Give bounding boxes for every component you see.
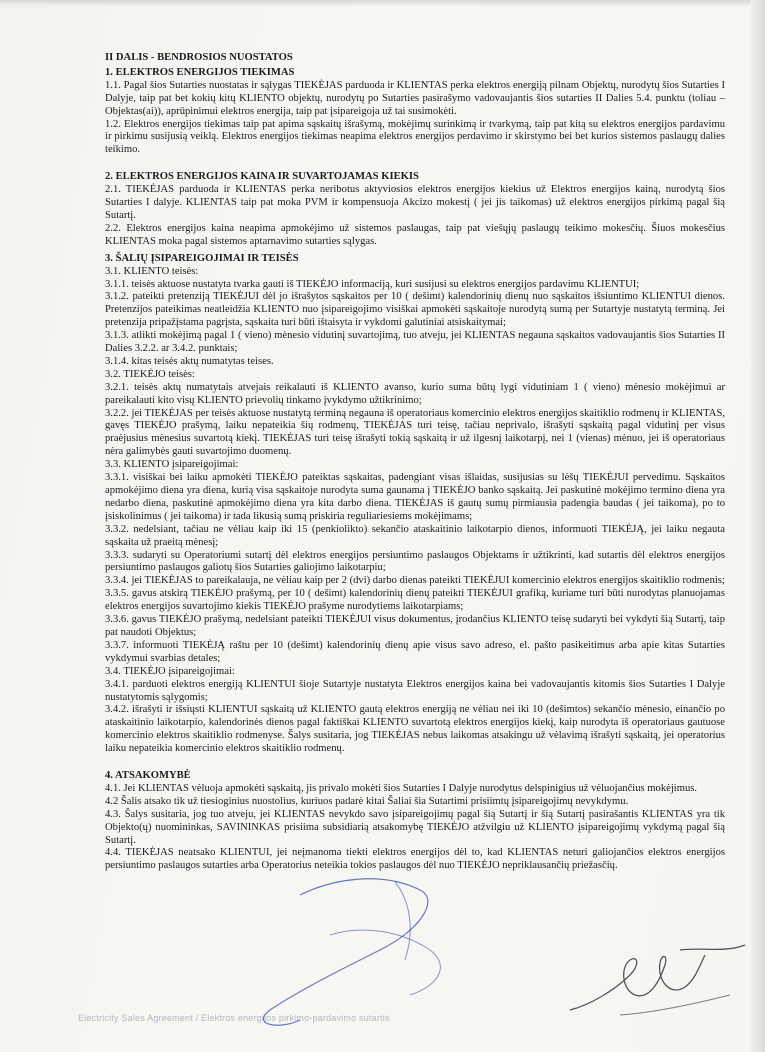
clause: 3.4.2. išrašyti ir išsiųsti KLIENTUI sąskaitą už KLIENTO gautą elektros energiją ne vėliau nei iki 10 (dešimtos) sekančio mėnesio, einančio po ataskaitinio laikotarpio, kalendorinės dienos pagal faktiškai KLIENTO suvartotą elektros energijos kiekį, kaip nurodyta iš operatoriaus gautuose komercinio elektros skaitiklio rodmenyse. Šalys susitaria, jog TIEKĖJAS nebus laikomas atsakingu už vėlavimą išrašyti sąskaitą, jei operatorius laiku nepateikia komercinio elektros skaitiklio rodmenų. <box>105 704 725 755</box>
page-footer: Electricity Sales Agreement / Elektros energijos pirkimo-pardavimo sutartis <box>78 1013 390 1023</box>
clause: 3.4. TIEKĖJO įsipareigojimai: <box>105 665 235 677</box>
clause: 3.3.2. nedelsiant, tačiau ne vėliau kaip iki 15 (penkiolikto) sekančio ataskaitinio laikotarpio dienos, informuoti TIEKĖJĄ, jei laiku negauta sąskaita už praeitą mėnesį; <box>105 523 725 548</box>
clause: 3.1.4. kitas teisės aktų numatytas teises. <box>105 355 274 367</box>
clause: 3.3.4. jei TIEKĖJAS to pareikalauja, ne vėliau kaip per 2 (dvi) darbo dienas pateikti TIEKĖJUI komercinio elektros energijos skaitiklio rodmenis; <box>105 575 725 587</box>
section-heading: 2. ELEKTROS ENERGIJOS KAINA IR SUVARTOJAMAS KIEKIS <box>105 171 419 183</box>
section-heading: 4. ATSAKOMYBĖ <box>105 770 191 782</box>
clause: 3.3.6. gavus TIEKĖJO prašymą, nedelsiant pateikti TIEKĖJUI visus dokumentus, įrodančius KLIENTO teisę sudaryti bei vykdyti šią Sutartį, taip pat naudoti Objektus; <box>105 614 725 638</box>
clause: 3.1.2. pateikti pretenziją TIEKĖJUI dėl jo išrašytos sąskaitos per 10 ( dešimt) kalendorinių dienų nuo sąskaitos išsiuntimo KLIENTUI dienos. Pretenzijos pateikimas neatleidžia KLIENTO nuo įsipareigojimo visiškai apmokėti sąskaitoje nurodytą sumą per Sutartyje nustatytą terminą. Jei pretenzija pripažįstama pagrįsta, sąskaita turi būti ištaisyta ir vykdomi galutiniai atsiskaitymai; <box>105 291 725 329</box>
clause: 3.1.1. teisės aktuose nustatyta tvarka gauti iš TIEKĖJO informaciją, kuri susijusi su elektros energijos pardavimu KLIENTUI; <box>105 278 640 290</box>
clause: 1.2. Elektros energijos tiekimas taip pat apima sąskaitų išrašymą, mokėjimų surinkimą ir tvarkymą, taip pat kitą su elektros energijos pardavimu ir pirkimu susijusią veiklą. Elektros energijos tiekimas neapima elektros energijos perdavimo ir skirstymo bei bet kurios sistemos paslaugų dalies teikimo. <box>105 118 725 156</box>
clause: 4.1. Jei KLIENTAS vėluoja apmokėti sąskaitą, jis privalo mokėti šios Sutarties I Dalyje nurodytus delspinigius už vėluojančius mokėjimus. <box>105 782 698 794</box>
clause: 3.2.1. teisės aktų numatytais atvejais reikalauti iš KLIENTO avanso, kurio suma būtų lygi vidutiniam 1 ( vieno) mėnesio mokėjimui ar pareikalauti kito visų KLIENTO prievolių tinkamo įvykdymo užtikrinimo; <box>105 381 725 406</box>
clause: 4.3. Šalys susitaria, jog tuo atveju, jei KLIENTAS nevykdo savo įsipareigojimų pagal šią Sutartį ir šią Sutartį pasirašantis KLIENTAS yra tik Objekto(ų) nuomininkas, SAVININKAS prisiima subsidiarią atsakomybę TIEKĖJO atžvilgiu už KLIENTO įsipareigojimų vykdymą pagal šią Sutartį. <box>105 808 725 846</box>
section-heading: 1. ELEKTROS ENERGIJOS TIEKIMAS <box>105 66 295 78</box>
clause: 3.3.3. sudaryti su Operatoriumi sutartį dėl elektros energijos persiuntimo paslaugos Objektams ir užtikrinti, kad sutartis dėl elektros energijos persiuntimo paslaugos galiotų šios Sutarties galiojimo laikotarpiu; <box>105 549 725 574</box>
clause: 3.3. KLIENTO įsipareigojimai: <box>105 459 239 471</box>
clause: 3.1.3. atlikti mokėjimą pagal 1 ( vieno) mėnesio vidutinį suvartojimą, tuo atveju, jei KLIENTAS negauna sąskaitos vadovaujantis šios Sutarties II Dalies 3.2.2. ar 3.4.2. punktais; <box>105 330 725 355</box>
clause: 3.2. TIEKĖJO teisės: <box>105 368 195 380</box>
clause: 4.4. TIEKĖJAS neatsako KLIENTUI, jei neįmanoma tiekti elektros energijos dėl to, kad KLIENTAS neturi galiojančios elektros energijos persiuntimo paslaugos sutarties arba Operatorius neteikia tokios paslaugos dėl nuo TIEKĖJO nepriklausančių priežasčių. <box>105 847 725 872</box>
clause: 2.1. TIEKĖJAS parduoda ir KLIENTAS perka neribotus aktyviosios elektros energijos kiekius už Elektros energijos kainą, nurodytą šios Sutarties I dalyje. KLIENTAS taip pat moka PVM ir kompensuoja Akcizo mokestį ( jei jis taikomas) už elektros energijos pirkimą pagal šią Sutartį. <box>105 184 725 221</box>
document-body <box>105 52 725 873</box>
clause: 2.2. Elektros energijos kaina neapima apmokėjimo už sistemos paslaugas, taip pat viešųjų paslaugų teikimo mokesčių. Šiuos mokesčius KLIENTAS moka pagal sistemos aptarnavimo sutarties sąlygas. <box>105 222 725 247</box>
clause: 3.3.1. visiškai bei laiku apmokėti TIEKĖJO pateiktas sąskaitas, padengiant visas išlaidas, susijusias su lėšų TIEKĖJUI pervedimu. Sąskaitos apmokėjimo diena yra diena, kurią visa sąskaitoje nurodyta suma gaunama į TIEKĖJO banko sąskaitą. Jei paskutinė mokėjimo termino diena yra nedarbo diena, paskutinė apmokėjimo diena yra kita darbo diena. TIEKĖJAS iš gautų sumų pirmiausia padengia baudas ( jei taikoma), po to įsiskolinimus ( jei taikoma) ir tada likusią sumą priskiria reguliariesiems mokėjimams; <box>105 472 725 522</box>
scan-edge-right <box>751 0 765 1052</box>
clause: 1.1. Pagal šios Sutarties nuostatas ir sąlygas TIEKĖJAS parduoda ir KLIENTAS perka elektros energiją pilnam Objektų, nurodytų šios Sutarties I Dalyje, taip pat bet kokių kitų KLIENTO objektų, nurodytų po Sutarties pasirašymo vadovaujantis šios sutarties II Dalies 5.4. punktu (toliau – Objektas(ai)), aprūpinimui elektros energija, taip pat įsipareigoja už tai susimokėti. <box>105 79 725 117</box>
clause: 4.2 Šalis atsako tik už tiesioginius nuostolius, kuriuos padarė kitai Šaliai šia Sutartimi prisiimtų įsipareigojimų nevykdymu. <box>105 795 629 807</box>
clause: 3.2.2. jei TIEKĖJAS per teisės aktuose nustatytą terminą negauna iš operatoriaus komercinio elektros energijos skaitiklio rodmenų ir KLIENTAS, gavęs TIEKĖJO prašymą, laiku nepateikia šių rodmenų, TIEKĖJAS turi teisę, tačiau neprivalo, išrašyti sąskaitą pagal vidutinį per visus praėjusius mėnesius suvartotą kiekį. TIEKĖJAS turi teisę išrašyti tokią sąskaitą ir už ilgesnį laikotarpį, nei 1 (vienas) mėnuo, jei iš operatoriaus nėra galimybės gauti suvartojimo duomenų. <box>105 407 725 458</box>
clause: 3.1. KLIENTO teisės: <box>105 265 199 277</box>
signature <box>560 935 750 1025</box>
part-title: II DALIS - BENDROSIOS NUOSTATOS <box>105 52 293 63</box>
section-heading: 3. ŠALIŲ ĮSIPAREIGOJIMAI IR TEISĖS <box>105 252 299 264</box>
scan-edge-top <box>0 0 765 6</box>
clause: 3.3.5. gavus atskirą TIEKĖJO prašymą, per 10 ( dešimt) kalendorinių dienų pateikti TIEKĖJUI grafiką, kuriame turi būti nurodytas planuojamas elektros energijos suvartojimo kiekis TIEKĖJO prašyme nurodytiems laikotarpiams; <box>105 588 725 613</box>
clause: 3.3.7. informuoti TIEKĖJĄ raštu per 10 (dešimt) kalendorinių dienų apie visus savo adreso, el. pašto pasikeitimus arba apie kitas Sutarties vykdymui svarbias detales; <box>105 639 725 664</box>
clause: 3.4.1. parduoti elektros energiją KLIENTUI šioje Sutartyje nustatyta Elektros energijos kaina bei vadovaujantis kitomis šios Sutarties I Dalyje nustatytomis sąlygomis; <box>105 678 725 703</box>
